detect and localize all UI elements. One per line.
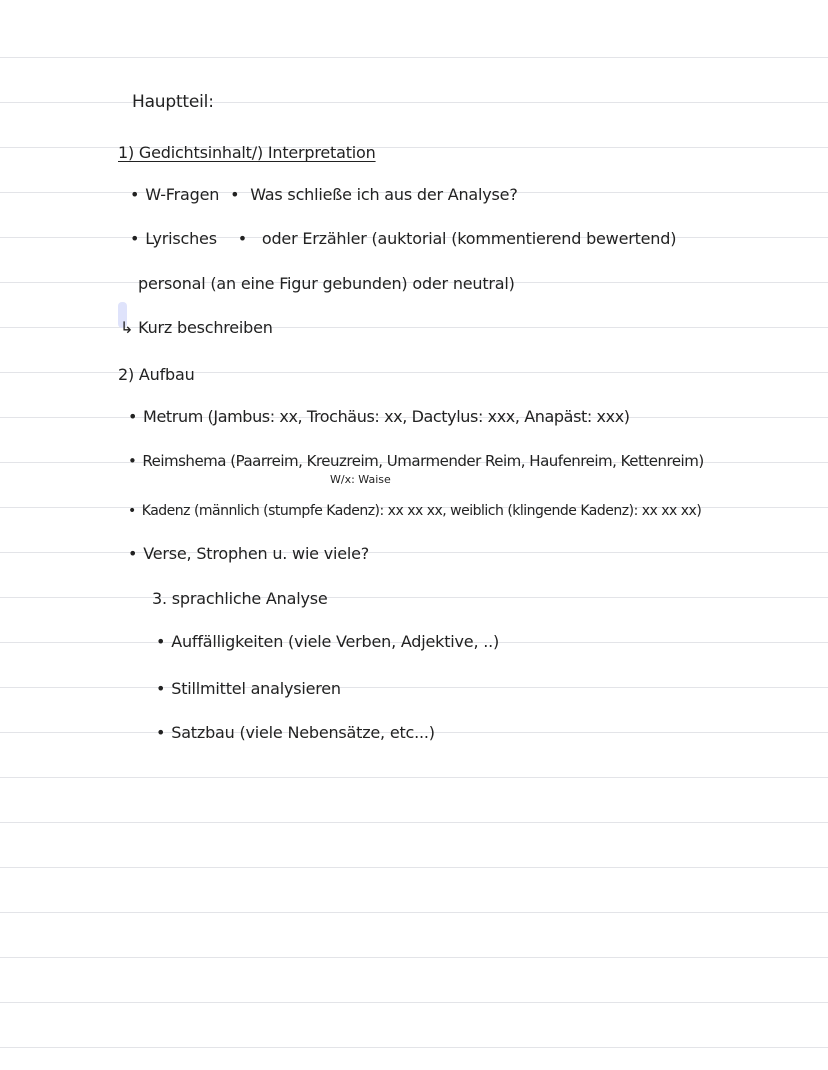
section2-bullet-1 [128, 407, 630, 427]
section2-bullet-2 [128, 451, 704, 471]
bullet-separator: • [237, 229, 247, 248]
section1-bullet-1 [130, 185, 518, 205]
bullet-text: • Stillmittel analysieren [156, 679, 341, 698]
section3-bullet-2 [156, 679, 341, 699]
rhyme-note [330, 474, 391, 486]
section3-title-text: 3. sprachliche Analyse [152, 589, 328, 608]
continuation-text: personal (an eine Figur gebunden) oder neutral) [138, 274, 515, 293]
section1-bullet-2 [130, 229, 676, 249]
arrow-note-text: ↳ Kurz beschreiben [120, 318, 273, 337]
bullet-text: Was schließe ich aus der Analyse? [250, 185, 518, 204]
section1-title [118, 143, 376, 163]
bullet-text: • Lyrisches [130, 229, 217, 248]
bullet-text: • W-Fragen [130, 185, 219, 204]
bullet-text: • Metrum (Jambus: xx, Trochäus: xx, Dactylus: xxx, Anapäst: xxx) [128, 407, 630, 426]
rhyme-note-text: W/x: Waise [330, 473, 391, 486]
bullet-text: • Verse, Strophen u. wie viele? [128, 544, 369, 563]
bullet-text: oder Erzähler (auktorial (kommentierend bewertend) [261, 229, 677, 248]
page-heading [132, 92, 214, 112]
section2-bullet-3 [128, 501, 701, 521]
section2-title [118, 365, 195, 385]
heading-text: Hauptteil: [132, 92, 214, 112]
section1-title-text: 1) Gedichtsinhalt/) Interpretation [118, 143, 376, 162]
bullet-text: • Auffälligkeiten (viele Verben, Adjektive, ..) [156, 632, 499, 651]
bullet-separator: • [230, 185, 240, 204]
section3-title [152, 589, 328, 609]
section3-bullet-3 [156, 723, 435, 743]
section1-bullet-2-continuation [138, 274, 515, 294]
section2-title-text: 2) Aufbau [118, 365, 195, 384]
section2-bullet-4 [128, 544, 369, 564]
bullet-text: • Kadenz (männlich (stumpfe Kadenz): xx xx xx, weiblich (klingende Kadenz): xx xx xx) [128, 503, 701, 519]
bullet-text: • Satzbau (viele Nebensätze, etc...) [156, 723, 435, 742]
section3-bullet-1 [156, 632, 499, 652]
bullet-text: • Reimshema (Paarreim, Kreuzreim, Umarmender Reim, Haufenreim, Kettenreim) [128, 452, 704, 470]
section1-arrow-note [120, 318, 273, 338]
